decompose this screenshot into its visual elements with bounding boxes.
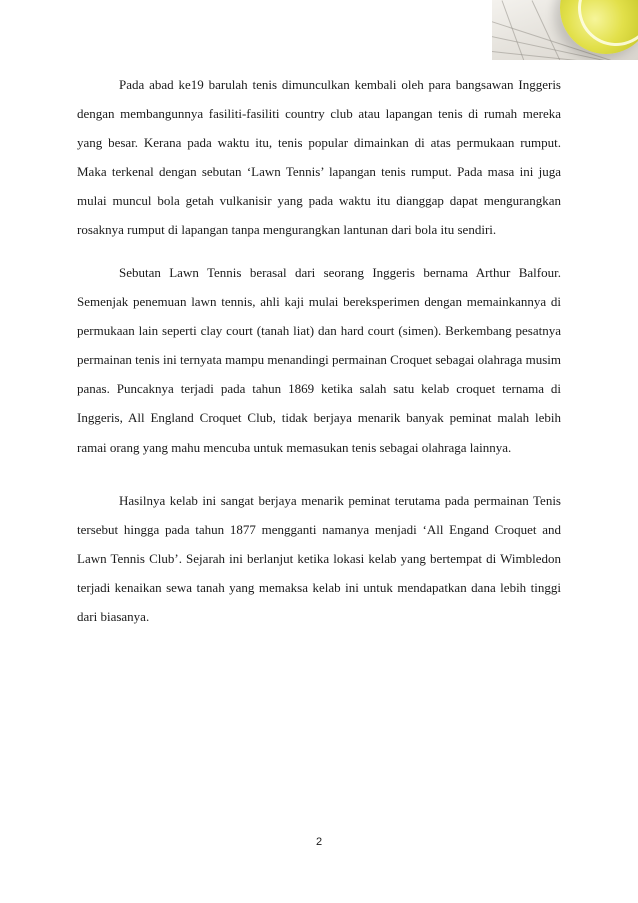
page-number: 2 [315, 836, 323, 848]
paragraph-1 [77, 70, 561, 245]
paragraph-3 [77, 486, 561, 631]
paragraph-text: Hasilnya kelab ini sangat berjaya menarik peminat terutama pada permainan Tenis tersebut hingga pada tahun 1877 mengganti namanya menjadi ‘All Engand Croquet and Lawn Tennis Club’. Sejarah ini berlanjut ketika lokasi kelab yang bertempat di Wimbledon terjadi kenaikan sewa tanah yang memaksa kelab ini untuk mendapatkan dana lebih tinggi dari biasanya. [77, 493, 561, 625]
tennis-ball-image [492, 0, 638, 60]
paragraph-2 [77, 258, 561, 462]
paragraph-text: Sebutan Lawn Tennis berasal dari seorang Inggeris bernama Arthur Balfour. Semenjak penemuan lawn tennis, ahli kaji mulai bereksperimen dengan memainkannya di permukaan lain seperti clay court (tanah liat) dan hard court (simen). Berkembang pesatnya permainan tenis ini ternyata mampu menandingi permainan Croquet sebagai olahraga musim panas. Puncaknya terjadi pada tahun 1869 ketika salah satu kelab croquet ternama di Inggeris, All England Croquet Club, tidak berjaya menarik banyak peminat malah lebih ramai orang yang mahu mencuba untuk memasukan tenis sebagai olahraga lainnya. [77, 265, 561, 455]
paragraph-text: Pada abad ke19 barulah tenis dimunculkan kembali oleh para bangsawan Inggeris dengan membangunnya fasiliti-fasiliti country club atau lapangan tenis di rumah mereka yang besar. Kerana pada waktu itu, tenis popular dimainkan di atas permukaan rumput. Maka terkenal dengan sebutan ‘Lawn Tennis’ lapangan tenis rumput. Pada masa ini juga mulai muncul bola getah vulkanisir yang pada waktu itu dianggap dapat mengurangkan rosaknya rumput di lapangan tanpa mengurangkan lantunan dari bola itu sendiri. [77, 77, 561, 238]
